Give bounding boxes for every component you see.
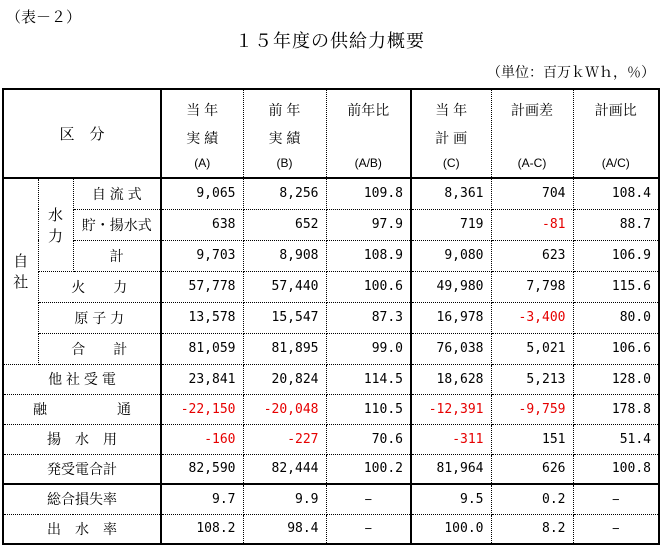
table-row — [3, 394, 659, 424]
corner-header: 区 分 — [3, 89, 161, 178]
row-label: 融 通 — [3, 394, 161, 424]
value-cell: 57,778 — [161, 271, 243, 302]
col-header-plan-c — [411, 89, 491, 178]
value-cell: 100.0 — [411, 514, 491, 544]
value-cell: 652 — [243, 209, 326, 240]
col-header-content — [327, 91, 411, 177]
col-header-line: 計 画 — [435, 129, 468, 146]
table-row — [3, 454, 659, 484]
col-header-code: (A/C) — [601, 155, 630, 170]
value-cell: 9.5 — [411, 484, 491, 514]
value-cell: 108.4 — [573, 178, 659, 209]
col-header-code: (A-C) — [517, 155, 547, 170]
col-header-content — [162, 91, 243, 177]
value-cell: -22,150 — [161, 394, 243, 424]
value-cell: 5,213 — [491, 364, 573, 394]
value-cell: 100.2 — [326, 454, 411, 484]
value-cell: 80.0 — [573, 302, 659, 333]
value-cell: 87.3 — [326, 302, 411, 333]
table-row — [3, 240, 659, 271]
value-cell: 57,440 — [243, 271, 326, 302]
table-row — [3, 209, 659, 240]
unit-note: （単位：百万ｋＷｈ，％） — [487, 64, 655, 80]
col-header-yoy-ratio — [326, 89, 411, 178]
value-cell: 82,444 — [243, 454, 326, 484]
value-cell: 15,547 — [243, 302, 326, 333]
row-label: 火 力 — [38, 271, 161, 302]
table-row — [3, 302, 659, 333]
col-header-code: (C) — [442, 155, 460, 170]
value-cell: 8,361 — [411, 178, 491, 209]
value-cell: 704 — [491, 178, 573, 209]
col-header-prev-b — [243, 89, 326, 178]
value-cell: 98.4 — [243, 514, 326, 544]
col-header-actual-a — [161, 89, 243, 178]
value-cell: -81 — [491, 209, 573, 240]
col-header-plan-diff — [491, 89, 573, 178]
col-header-code: (A) — [194, 155, 211, 170]
col-header-content — [492, 91, 573, 177]
table-tag: （表－２） — [6, 9, 82, 26]
value-cell: 719 — [411, 209, 491, 240]
table-row — [3, 364, 659, 394]
value-cell: 8.2 — [491, 514, 573, 544]
col-header-content — [244, 91, 326, 177]
value-cell: 106.9 — [573, 240, 659, 271]
value-cell: 128.0 — [573, 364, 659, 394]
col-header-code: (A/B) — [354, 155, 382, 170]
value-cell: 16,978 — [411, 302, 491, 333]
supply-capacity-table — [2, 88, 660, 545]
value-cell: 9.9 — [243, 484, 326, 514]
table-row — [3, 333, 659, 364]
col-header-line: 実 績 — [186, 129, 219, 146]
value-cell: 13,578 — [161, 302, 243, 333]
table-row — [3, 484, 659, 514]
table-row — [3, 271, 659, 302]
value-cell: 0.2 — [491, 484, 573, 514]
rowgroup-own-company — [3, 178, 38, 364]
value-cell: 20,824 — [243, 364, 326, 394]
value-cell: − — [326, 514, 411, 544]
value-cell: 8,908 — [243, 240, 326, 271]
value-cell: 81,059 — [161, 333, 243, 364]
row-label: 原 子 力 — [38, 302, 161, 333]
value-cell: 9,080 — [411, 240, 491, 271]
value-cell: 5,021 — [491, 333, 573, 364]
value-cell: 81,895 — [243, 333, 326, 364]
value-cell: 9,703 — [161, 240, 243, 271]
value-cell: 7,798 — [491, 271, 573, 302]
value-cell: − — [326, 484, 411, 514]
value-cell: 178.8 — [573, 394, 659, 424]
col-header-line: 当 年 — [435, 101, 468, 118]
col-header-line: 実 績 — [268, 129, 301, 146]
table-row — [3, 178, 659, 209]
rowgroup-own-company-label: 自 社 — [13, 253, 29, 292]
value-cell: -9,759 — [491, 394, 573, 424]
page-title: １５年度の供給力概要 — [235, 31, 425, 51]
value-cell: -160 — [161, 424, 243, 454]
value-cell: 51.4 — [573, 424, 659, 454]
value-cell: 70.6 — [326, 424, 411, 454]
value-cell: 114.5 — [326, 364, 411, 394]
row-label: 発受電合計 — [3, 454, 161, 484]
value-cell: 100.6 — [326, 271, 411, 302]
value-cell: 626 — [491, 454, 573, 484]
header-row — [3, 89, 659, 178]
value-cell: 9.7 — [161, 484, 243, 514]
value-cell: 76,038 — [411, 333, 491, 364]
value-cell: 115.6 — [573, 271, 659, 302]
row-label: 総合損失率 — [3, 484, 161, 514]
col-header-content — [574, 91, 659, 177]
row-label: 貯・揚水式 — [73, 209, 161, 240]
row-label: 自 流 式 — [73, 178, 161, 209]
value-cell: -311 — [411, 424, 491, 454]
row-label: 合 計 — [38, 333, 161, 364]
value-cell: 9,065 — [161, 178, 243, 209]
value-cell: 109.8 — [326, 178, 411, 209]
value-cell: -227 — [243, 424, 326, 454]
value-cell: 623 — [491, 240, 573, 271]
value-cell: 23,841 — [161, 364, 243, 394]
col-header-line: 前年比 — [347, 101, 390, 118]
value-cell: 638 — [161, 209, 243, 240]
value-cell: 108.2 — [161, 514, 243, 544]
value-cell: − — [573, 514, 659, 544]
value-cell: 151 — [491, 424, 573, 454]
col-header-content — [412, 91, 491, 177]
rowgroup-hydro-label: 水 力 — [47, 206, 63, 245]
value-cell: 49,980 — [411, 271, 491, 302]
value-cell: 18,628 — [411, 364, 491, 394]
col-header-plan-ratio — [573, 89, 659, 178]
row-label: 揚 水 用 — [3, 424, 161, 454]
value-cell: 82,590 — [161, 454, 243, 484]
col-header-line: 計画差 — [511, 101, 553, 118]
col-header-line: 計画比 — [594, 101, 637, 118]
col-header-code: (B) — [276, 155, 293, 170]
value-cell: 108.9 — [326, 240, 411, 271]
value-cell: 106.6 — [573, 333, 659, 364]
row-label: 計 — [73, 240, 161, 271]
value-cell: 100.8 — [573, 454, 659, 484]
value-cell: 8,256 — [243, 178, 326, 209]
value-cell: -12,391 — [411, 394, 491, 424]
rowgroup-hydro — [38, 178, 73, 271]
col-header-line: 当 年 — [186, 101, 219, 118]
table-row — [3, 424, 659, 454]
row-label: 他 社 受 電 — [3, 364, 161, 394]
value-cell: − — [573, 484, 659, 514]
row-label: 出 水 率 — [3, 514, 161, 544]
value-cell: -20,048 — [243, 394, 326, 424]
col-header-line: 前 年 — [268, 101, 301, 118]
value-cell: 110.5 — [326, 394, 411, 424]
value-cell: 88.7 — [573, 209, 659, 240]
value-cell: 99.0 — [326, 333, 411, 364]
value-cell: 81,964 — [411, 454, 491, 484]
value-cell: -3,400 — [491, 302, 573, 333]
value-cell: 97.9 — [326, 209, 411, 240]
table-row — [3, 514, 659, 544]
